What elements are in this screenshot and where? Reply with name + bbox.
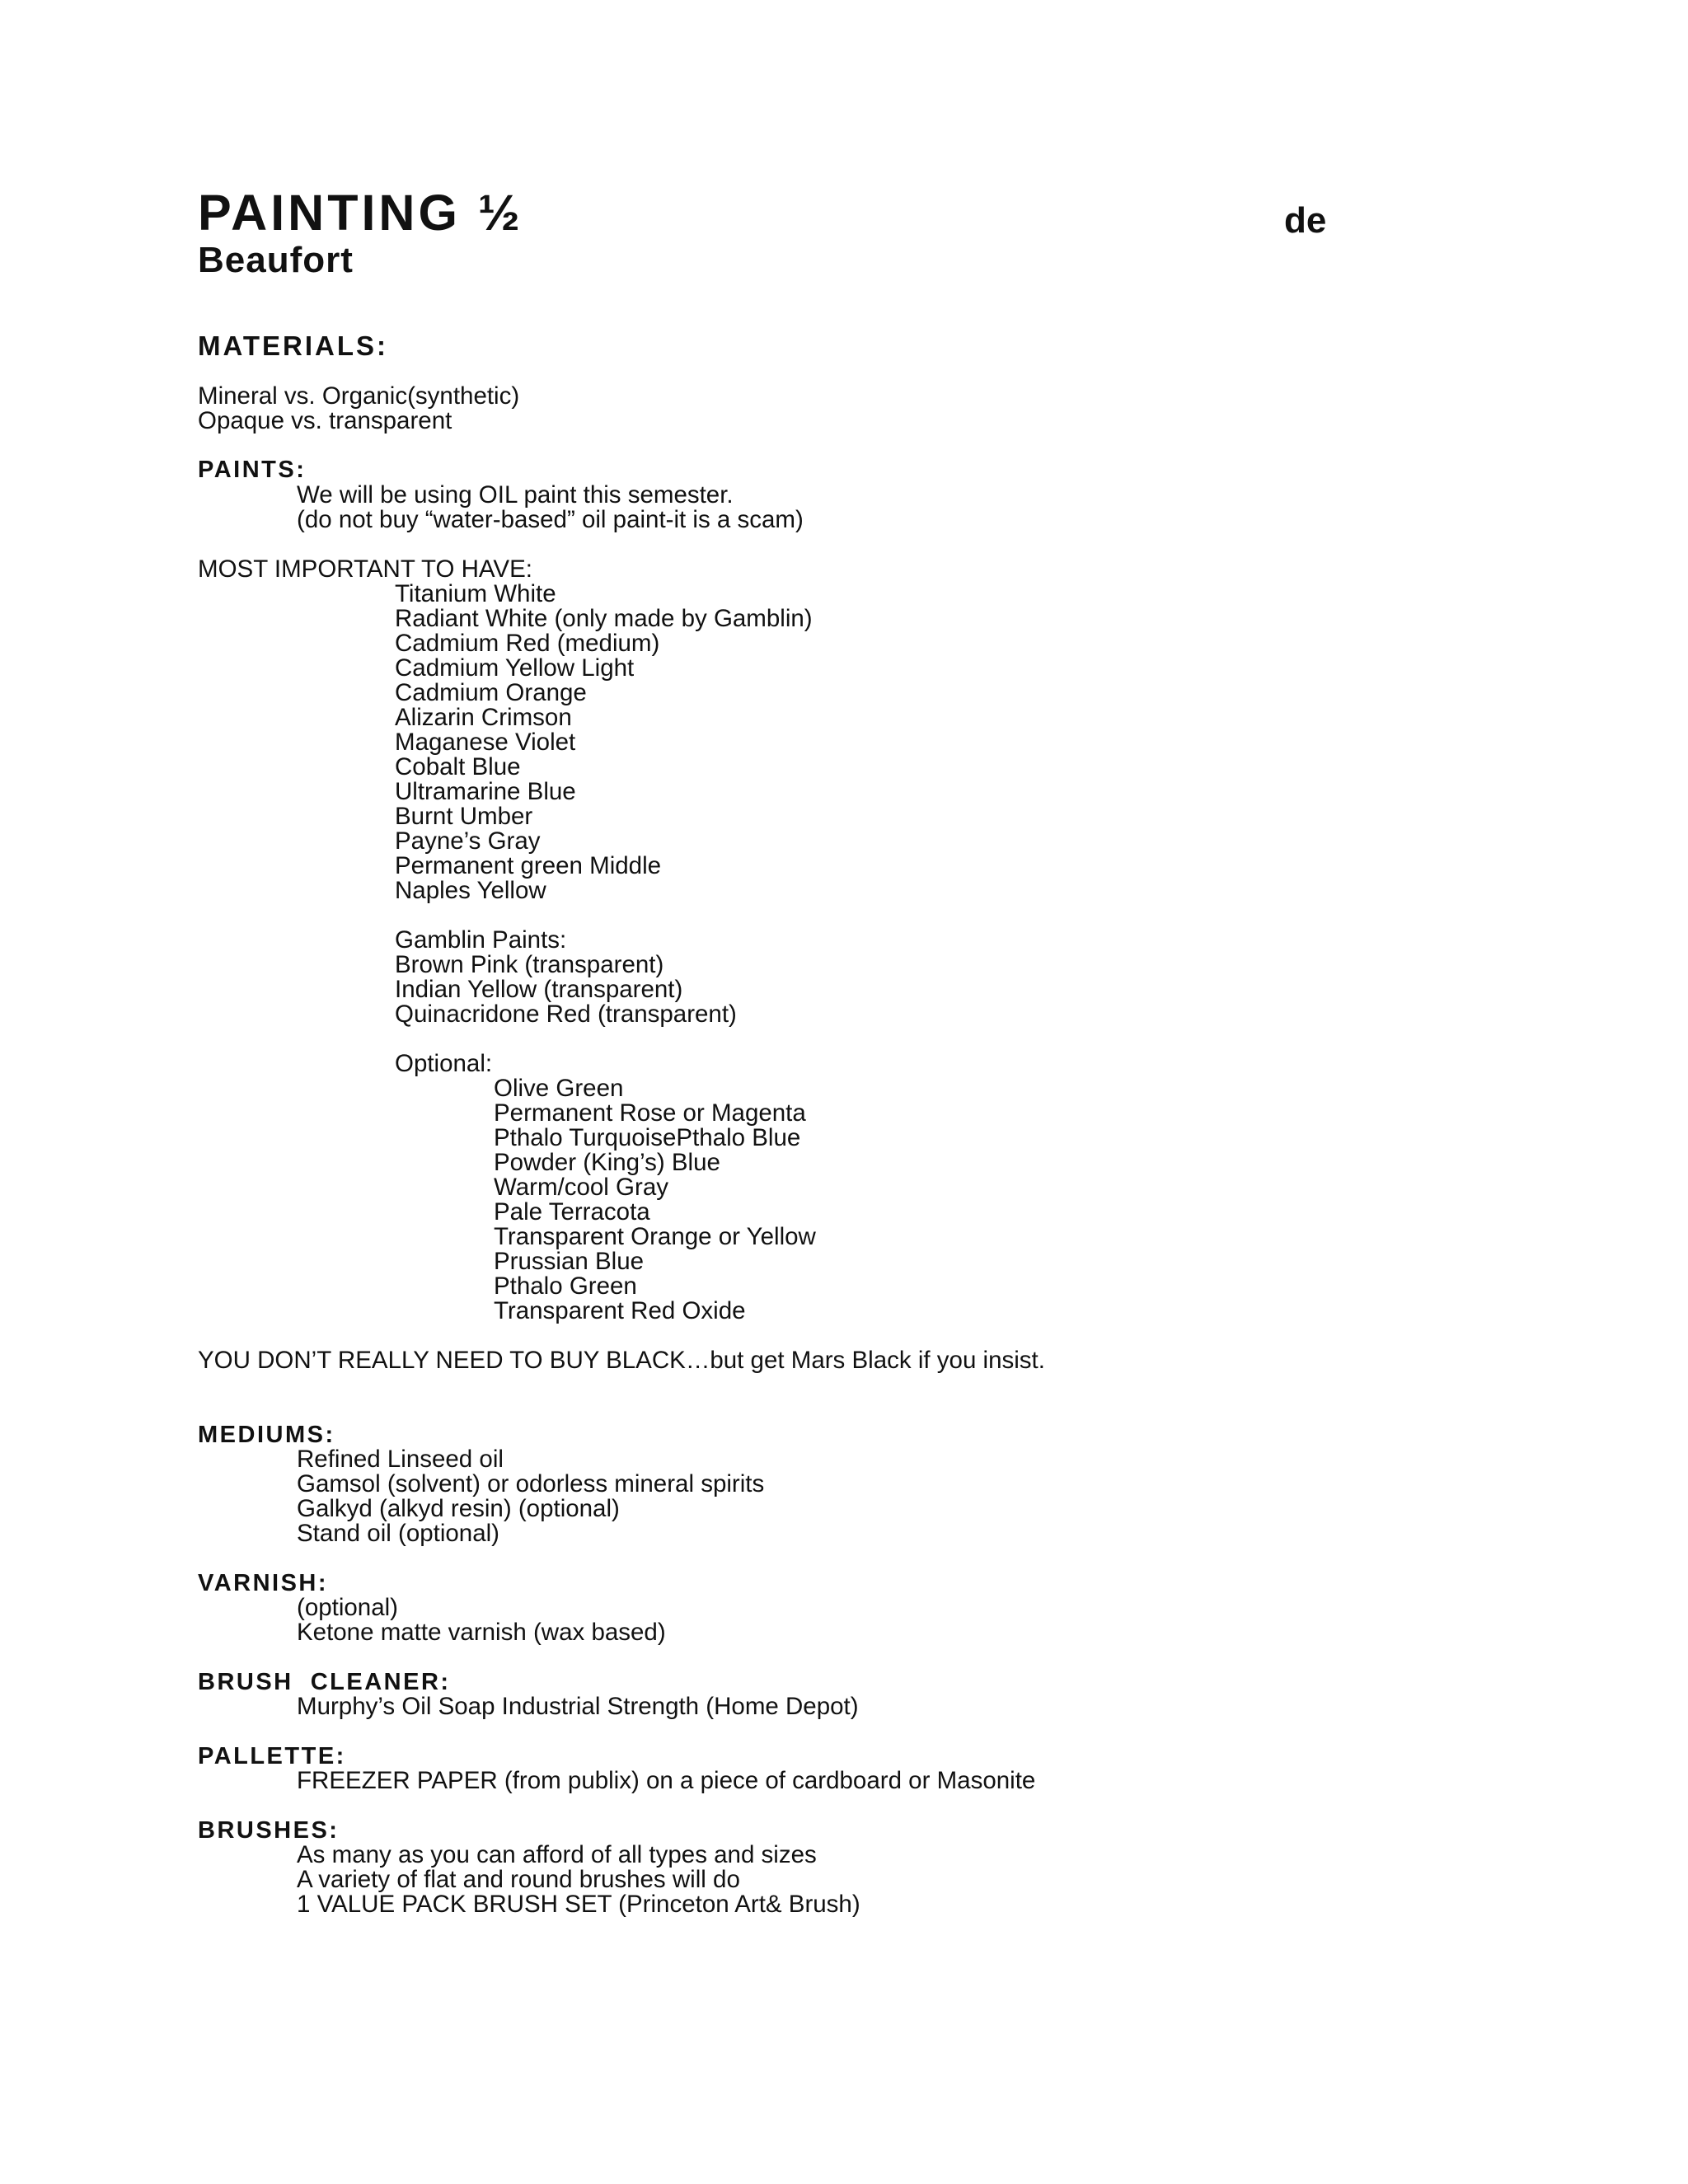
text-line: Murphy’s Oil Soap Industrial Strength (Home Depot) [297,1693,859,1720]
materials-lines [198,384,519,434]
list-item: Pthalo TurquoisePthalo Blue [494,1124,801,1151]
paints-lines [297,483,804,532]
brushes-heading: BRUSHES: [198,1817,340,1844]
text-line: Stand oil (optional) [297,1520,499,1547]
materials-heading: MATERIALS: [198,330,389,361]
text-line: 1 VALUE PACK BRUSH SET (Princeton Art& Brush) [297,1891,860,1918]
title-right-text: de [1284,200,1327,241]
brush-cleaner-lines [297,1694,859,1719]
gamblin-list [395,928,737,1027]
list-item: Radiant White (only made by Gamblin) [395,605,813,632]
gamblin-label: Gamblin Paints: [395,926,567,954]
pallette-heading: PALLETTE: [198,1743,346,1769]
page-subtitle: Beaufort [198,240,354,280]
text-line: (optional) [297,1594,398,1621]
text-line: FREEZER PAPER (from publix) on a piece of cardboard or Masonite [297,1767,1036,1794]
list-item: Indian Yellow (transparent) [395,976,683,1003]
brushes-lines [297,1843,860,1917]
optional-list [494,1076,816,1324]
pallette-lines [297,1769,1035,1793]
text-line: Galkyd (alkyd resin) (optional) [297,1495,620,1522]
list-item: Olive Green [494,1075,624,1102]
list-item: Permanent Rose or Magenta [494,1099,806,1127]
list-item: Brown Pink (transparent) [395,951,664,978]
list-item: Naples Yellow [395,877,546,904]
list-item: Maganese Violet [395,729,576,756]
list-item: Transparent Red Oxide [494,1297,746,1324]
list-item: Prussian Blue [494,1248,645,1275]
list-item: Payne’s Gray [395,827,541,855]
varnish-lines [297,1596,666,1645]
list-item: Warm/cool Gray [494,1174,668,1201]
list-item: Titanium White [395,580,556,607]
list-item: Cadmium Yellow Light [395,654,635,682]
text-line: Ketone matte varnish (wax based) [297,1619,666,1646]
paints-heading: PAINTS: [198,457,307,483]
list-item: Cadmium Red (medium) [395,630,660,657]
text-line: A variety of flat and round brushes will do [297,1866,740,1893]
text-line: Opaque vs. transparent [198,407,452,434]
text-line: Refined Linseed oil [297,1446,504,1473]
most-important-list [395,582,813,903]
list-item: Transparent Orange or Yellow [494,1223,816,1250]
page-title: PAINTING ½ [198,185,523,241]
mediums-heading: MEDIUMS: [198,1422,335,1448]
most-important-label: MOST IMPORTANT TO HAVE: [198,555,532,583]
black-note: YOU DON’T REALLY NEED TO BUY BLACK…but get Mars Black if you insist. [198,1347,1045,1374]
list-item: Cobalt Blue [395,753,521,780]
list-item: Cadmium Orange [395,679,587,706]
list-item: Burnt Umber [395,803,533,830]
list-item: Ultramarine Blue [395,778,576,805]
list-item: Powder (King’s) Blue [494,1149,720,1176]
text-line: We will be using OIL paint this semester. [297,481,734,509]
optional-label: Optional: [395,1050,493,1077]
list-item: Pthalo Green [494,1272,637,1300]
text-line: Mineral vs. Organic(synthetic) [198,382,520,410]
text-line: As many as you can afford of all types and sizes [297,1841,817,1868]
list-item: Pale Terracota [494,1198,650,1226]
text-line: (do not buy “water-based” oil paint-it is a scam) [297,506,804,533]
list-item: Permanent green Middle [395,852,662,879]
mediums-lines [297,1447,764,1546]
list-item: Alizarin Crimson [395,704,572,731]
list-item: Quinacridone Red (transparent) [395,1001,737,1028]
varnish-heading: VARNISH: [198,1570,329,1596]
text-line: Gamsol (solvent) or odorless mineral spirits [297,1470,765,1497]
brush-cleaner-heading: BRUSH CLEANER: [198,1669,451,1695]
